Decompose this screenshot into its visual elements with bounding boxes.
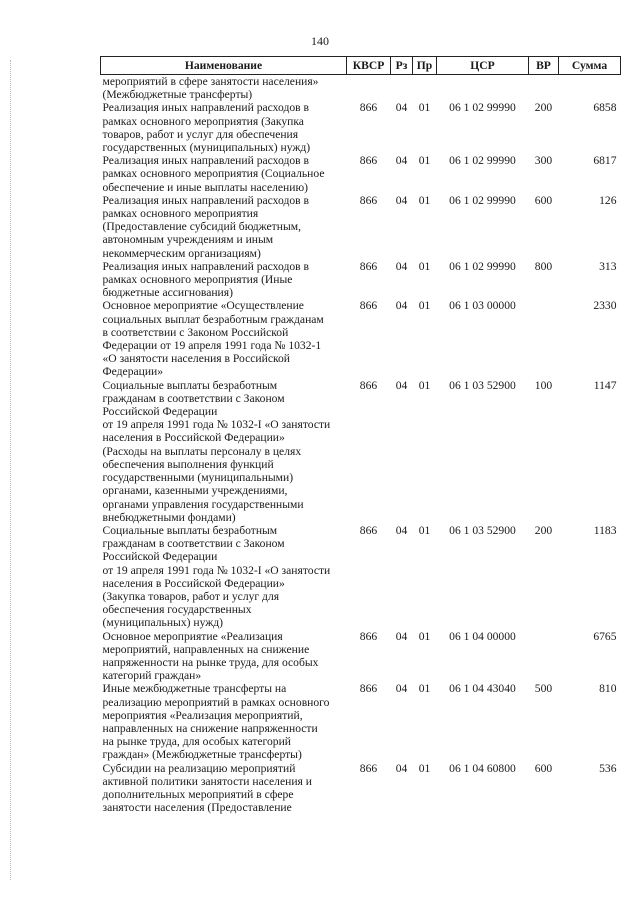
cell-pr: 01: [418, 299, 431, 313]
cell-sum: 1147: [593, 378, 617, 392]
cell-kvsr: 866: [359, 761, 378, 775]
header-sum: Сумма: [559, 57, 621, 75]
cell-vr: [529, 299, 559, 378]
cell-pr: 01: [418, 154, 431, 168]
cell-kvsr: [347, 75, 391, 102]
cell-pr: 01: [418, 523, 431, 537]
cell-rz: 04: [395, 682, 408, 696]
table-row: [101, 75, 621, 102]
scan-edge: [10, 60, 12, 880]
table-row: [101, 154, 621, 194]
cell-pr: 01: [418, 101, 431, 115]
header-rz: Рз: [391, 57, 413, 75]
cell-kvsr: 866: [359, 629, 378, 643]
cell-csr: 06 1 03 52900: [449, 378, 516, 392]
cell-csr: 06 1 03 00000: [449, 299, 516, 313]
cell-csr: 06 1 04 00000: [449, 629, 516, 643]
cell-kvsr: 866: [359, 682, 378, 696]
header-row: [101, 57, 621, 75]
cell-name: Социальные выплаты безработным гражданам в соответствии с Законом Российской Федерации от 19 апреля 1991 года № 1032-I «О занятости населения в Российской Федерации» (Закупка товаров, работ и услуг для обеспечения государственных (муниципальных) нужд): [102, 523, 331, 630]
cell-sum: 810: [599, 682, 617, 696]
cell-pr: 01: [418, 761, 431, 775]
cell-name: Реализация иных направлений расходов в рамках основного мероприятия (Закупка товаров, работ и услуг для обеспечения государственных (муниципальных) нужд): [102, 101, 311, 155]
table-row: [101, 762, 621, 815]
cell-name: Основное мероприятие «Осуществление социальных выплат безработным гражданам в соответствии с Законом Российской Федерации от 19 апреля 1991 года № 1032-1 «О занятости населения в Российской Федерации»: [102, 299, 324, 379]
cell-kvsr: 866: [359, 523, 378, 537]
cell-name: Реализация иных направлений расходов в рамках основного мероприятия (Иные бюджетные ассигнования): [102, 259, 309, 300]
cell-sum: 6817: [593, 154, 617, 168]
header-kvsr: КВСР: [347, 57, 391, 75]
cell-rz: 04: [395, 154, 408, 168]
cell-vr: [529, 75, 559, 102]
cell-rz: 04: [395, 299, 408, 313]
page-number: 140: [311, 34, 329, 48]
cell-name: Реализация иных направлений расходов в рамках основного мероприятия (Предоставление субсидий бюджетным, автономным учреждениям и иным некоммерческим организациям): [102, 193, 309, 260]
cell-vr: 600: [534, 193, 553, 207]
cell-rz: 04: [395, 378, 408, 392]
cell-sum: 536: [599, 761, 617, 775]
cell-rz: 04: [395, 101, 408, 115]
cell-kvsr: 866: [359, 299, 378, 313]
table-row: [101, 682, 621, 761]
cell-pr: 01: [418, 629, 431, 643]
cell-csr: 06 1 02 99990: [449, 101, 516, 115]
cell-name: Социальные выплаты безработным гражданам в соответствии с Законом Российской Федерации от 19 апреля 1991 года № 1032-I «О занятости населения в Российской Федерации» (Расходы на выплаты персоналу в целях обеспечения выполнения функций государственными (муниципальными) органами, казенными учреждениями, органами управления государственными внебюджетными фондами): [102, 378, 331, 524]
cell-kvsr: 866: [359, 193, 378, 207]
table-row: [101, 260, 621, 300]
cell-rz: 04: [395, 761, 408, 775]
cell-vr: 600: [534, 761, 553, 775]
table-row: [101, 101, 621, 154]
cell-rz: 04: [395, 523, 408, 537]
table-header: [101, 57, 621, 75]
cell-pr: [413, 75, 437, 102]
cell-pr: 01: [418, 378, 431, 392]
cell-vr: 800: [534, 259, 553, 273]
cell-sum: 1183: [593, 523, 617, 537]
table-body: [101, 75, 621, 815]
table-row: [101, 379, 621, 524]
cell-csr: 06 1 02 99990: [449, 193, 516, 207]
cell-rz: [391, 75, 413, 102]
cell-sum: 126: [599, 193, 617, 207]
table-row: [101, 299, 621, 378]
header-csr: ЦСР: [437, 57, 529, 75]
cell-pr: 01: [418, 682, 431, 696]
table-row: [101, 194, 621, 260]
cell-sum: 2330: [593, 299, 617, 313]
cell-vr: 200: [534, 101, 553, 115]
cell-kvsr: 866: [359, 101, 378, 115]
cell-name: Основное мероприятие «Реализация мероприятий, направленных на снижение напряженности на рынке труда, для особых категорий граждан»: [102, 629, 319, 683]
cell-name: мероприятий в сфере занятости населения» (Межбюджетные трансферты): [102, 75, 319, 102]
cell-name: Субсидии на реализацию мероприятий активной политики занятости населения и дополнительных мероприятий в сфере занятости населения (Предоставление: [102, 761, 312, 815]
cell-csr: 06 1 04 60800: [449, 761, 516, 775]
cell-vr: 200: [534, 523, 553, 537]
cell-vr: 300: [534, 154, 553, 168]
cell-sum: 313: [599, 259, 617, 273]
cell-sum: 6765: [593, 629, 617, 643]
header-pr: Пр: [413, 57, 437, 75]
cell-kvsr: 866: [359, 154, 378, 168]
cell-vr: 100: [534, 378, 553, 392]
cell-vr: 500: [534, 682, 553, 696]
cell-sum: 6858: [593, 101, 617, 115]
cell-csr: 06 1 04 43040: [449, 682, 516, 696]
budget-table: [100, 56, 621, 814]
cell-rz: 04: [395, 629, 408, 643]
cell-pr: 01: [418, 193, 431, 207]
cell-vr: [529, 630, 559, 683]
cell-csr: [437, 75, 529, 102]
cell-kvsr: 866: [359, 378, 378, 392]
cell-pr: 01: [418, 259, 431, 273]
header-name: Наименование: [101, 57, 347, 75]
cell-rz: 04: [395, 193, 408, 207]
cell-kvsr: 866: [359, 259, 378, 273]
cell-csr: 06 1 02 99990: [449, 154, 516, 168]
table-row: [101, 524, 621, 630]
table-row: [101, 630, 621, 683]
header-vr: ВР: [529, 57, 559, 75]
cell-csr: 06 1 02 99990: [449, 259, 516, 273]
cell-csr: 06 1 03 52900: [449, 523, 516, 537]
cell-name: Иные межбюджетные трансферты на реализацию мероприятий в рамках основного мероприятия «Реализация мероприятий, направленных на снижение напряженности на рынке труда, для особых категорий граждан» (Межбюджетные трансферты): [102, 682, 330, 762]
cell-sum: [559, 75, 621, 102]
cell-name: Реализация иных направлений расходов в рамках основного мероприятия (Социальное обеспечение и иные выплаты населению): [102, 154, 325, 194]
cell-rz: 04: [395, 259, 408, 273]
